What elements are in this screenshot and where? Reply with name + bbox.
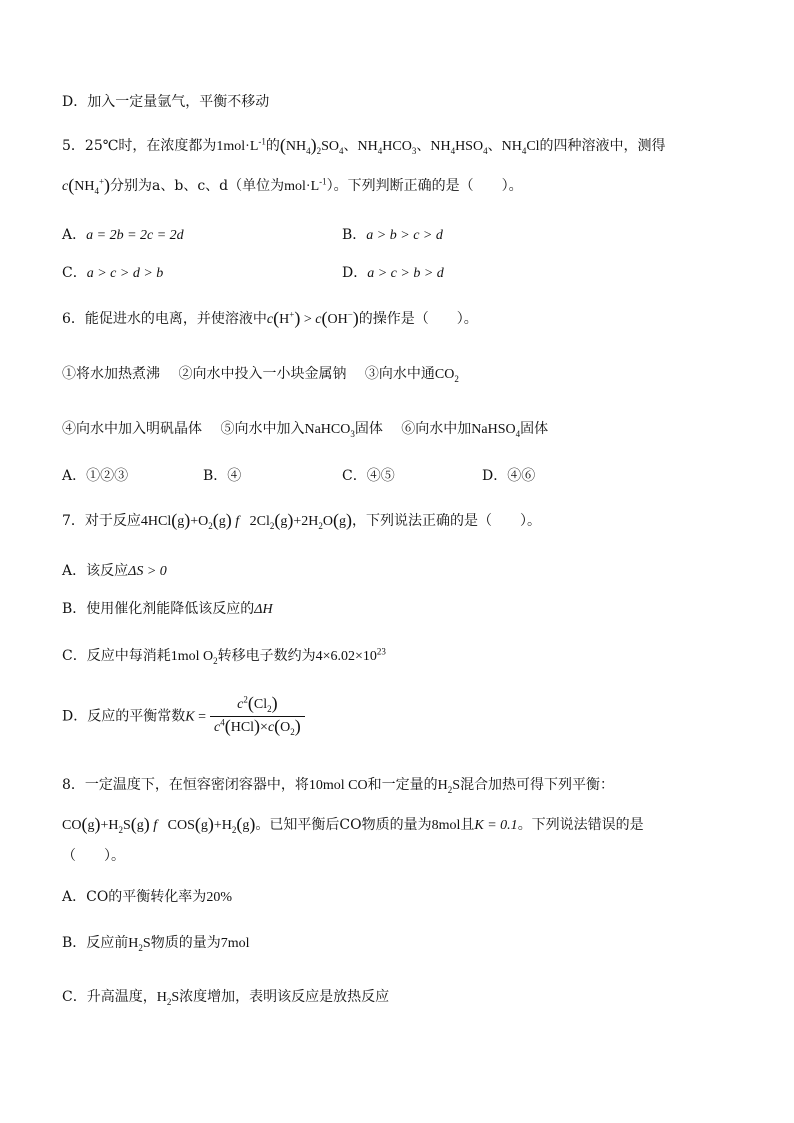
q7-option-a: A．该反应ΔS > 0 — [62, 563, 167, 579]
text: 5．25℃时，在浓度都为 — [62, 138, 217, 154]
conc: $1mol\cdot L^{-1}$ — [216, 136, 266, 154]
q6-option-a: A．①②③ — [62, 468, 129, 484]
q8-option-c: C．升高温度，$H_2S$浓度增加，表明该反应是放热反应 — [62, 989, 390, 1007]
c-oh-minus: c(OH−) — [315, 308, 359, 328]
q5-stem-line2: $c(NH_4^+)$分别为a、b、c、d（单位为$mol\cdot L^{-1}$）。下列判断正确的是（ ）。 — [62, 175, 523, 196]
q8-stem-line2: $CO(g)+H_2S(g)$ f $COS(g)+H_2(g)$。已知平衡后CO物质的量为8mol且K = 0.1。下列说法错误的是 — [62, 814, 644, 835]
formula-nh4hso4: $NH_4HSO_4$ — [430, 139, 488, 156]
q5-option-c: C．a > c > d > b — [62, 265, 164, 281]
q5-option-a: A．a = 2b = 2c = 2d — [62, 227, 184, 243]
q8-stem-line3: （ ）。 — [62, 848, 125, 864]
q5-option-d: D．a > c > b > d — [342, 265, 444, 281]
formula-nh4hco3: $NH_4HCO_3$ — [357, 139, 417, 156]
q5-stem-line1: 5．25℃时，在浓度都为$1mol\cdot L^{-1}$的$(NH_4)_2SO_4$、$NH_4HCO_3$、$NH_4HSO_4$、$NH_4Cl$的四种溶液中，测得 — [62, 135, 666, 156]
q4-option-d: D．加入一定量氩气，平衡不移动 — [62, 94, 270, 110]
q7-option-c: C．反应中每消耗1mol $O_2$转移电子数约为$4\times 6.02\times 10^{23}$ — [62, 646, 386, 666]
c-nh4-plus: $c(NH_4^+)$ — [62, 175, 111, 196]
q8-stem-line1: 8．一定温度下，在恒容密闭容器中，将10mol CO和一定量的$H_2S$混合加热可得下列平衡： — [62, 777, 615, 795]
formula-nh4-2so4: $(NH_4)_2SO_4$ — [279, 135, 344, 156]
q6-option-d: D．④⑥ — [482, 468, 536, 484]
q8-option-a: A．CO的平衡转化率为20% — [62, 889, 232, 905]
formula-nh4cl: $NH_4Cl$ — [501, 139, 540, 156]
reaction-equation: $4HCl(g)+O_2(g)$ f $2Cl_2(g)+2H_2O(g)$ — [140, 510, 353, 531]
c-h-plus: c(H+) — [266, 308, 301, 328]
q5-option-b: B．a > b > c > d — [342, 227, 443, 243]
q7-option-d: D．反应的平衡常数K = $\frac{c^2(Cl_2)}{c^4(HCl)\times c(O_2)}$ — [62, 696, 305, 737]
q8-option-b: B．反应前$H_2S$物质的量为7mol — [62, 935, 250, 953]
q7-option-b: B．使用催化剂能降低该反应的ΔH — [62, 601, 273, 617]
q7-stem: 7．对于反应$4HCl(g)+O_2(g)$ f $2Cl_2(g)+2H_2O(g)$，下列说法正确的是（ ）。 — [62, 510, 542, 531]
equilibrium-constant-fraction: $\frac{c^2(Cl_2)}{c^4(HCl)\times c(O_2)}$ — [210, 696, 305, 737]
q6-items-row1: ①将水加热煮沸 ②向水中投入一小块金属钠 ③向水中通$CO_2$ — [62, 366, 459, 384]
q6-option-b: B．④ — [203, 468, 242, 484]
q6-items-row2: ④向水中加入明矾晶体 ⑤向水中加入NaHCO$_3$固体 ⑥向水中加NaHSO$_4$固体 — [62, 421, 549, 439]
q6-stem: 6．能促进水的电离，并使溶液中c(H+) > c(OH−)的操作是（ ）。 — [62, 308, 478, 328]
reaction-equation-2: $CO(g)+H_2S(g)$ f $COS(g)+H_2(g)$ — [62, 814, 256, 835]
q6-option-c: C．④⑤ — [342, 468, 395, 484]
